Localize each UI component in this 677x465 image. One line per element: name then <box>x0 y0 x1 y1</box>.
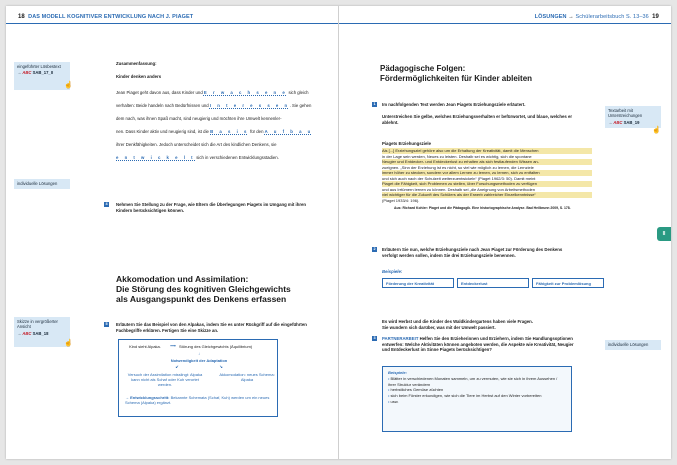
task-3-text: PARTNERARBEIT Helfen Sie den Erzieherinnen und Erziehern, indem Sie Handlungsoptionen entwerfen: Welche Aktivitäten können angeboten werden, die Aspekte wie Kreativität, Neugier und Entdeckerlust im Sinne Piagets berücksichtigen? <box>382 336 574 353</box>
page-heading: Pädagogische Folgen: Fördermöglichkeiten für Kinder ableiten <box>380 64 533 83</box>
task-2-text: Erläutern Sie nun, welche Erziehungsziele nach Jean Piaget zur Förderung des Denkens verfolgt werden sollen, indem Sie drei Erziehungsziele benennen. <box>382 247 563 258</box>
activity-examples-box <box>382 366 572 432</box>
page-number-left: 18 <box>18 14 25 20</box>
arrow-icon: → <box>17 330 22 336</box>
box-label: Beispiele: <box>388 370 407 375</box>
task-1-text: Im nachfolgenden Text werden Jean Piagets Erziehungsziele erläutert. <box>382 102 526 107</box>
cloze-line: nen. Dass Kinder aktiv und neugierig sind, ist die B a s i s für den A u f b a u <box>116 129 313 134</box>
cloze-answer: E r w a c h s e n e <box>203 90 288 95</box>
arrow-icon: ⟶ <box>170 343 176 348</box>
answer-chip: Fähigkeit zur Problemlösung <box>532 278 604 288</box>
diagram-assimilation: Versuch der Assimilation misslingt: Alpaka kann nicht als Schaf oder Kuh verortet werden. <box>127 372 203 387</box>
cloze-line: dem nach, was ihnen Spaß macht, sind neugierig und möchten ihre Umwelt kennenler- <box>116 116 282 121</box>
cloze-line: e n t w i c k e l t sich in verschiedenen Entwicklungsstadien. <box>116 155 279 160</box>
task-number-3: 3 <box>373 336 376 340</box>
task-number-1: 1 <box>373 102 376 106</box>
quote-source: Aus: Richard Kohler: Piaget und die Pädagogik. Eine historiographische Analyse. Bad Heilbrunn 2009, S. 178. <box>394 206 571 210</box>
task-number-5: 5 <box>105 322 108 326</box>
diagram-start: Kind sieht Alpaka. <box>129 344 161 349</box>
cloze-answer: A u f b a u <box>264 129 313 134</box>
task-number-4: 4 <box>105 202 108 206</box>
sidebar-note-right-1 <box>605 106 661 128</box>
diagram-result: → Entwicklungsschritt: Bekannte Schemata (Schaf, Kuh) werden um ein neues Schema (Alpaka) ergänzt. <box>125 395 270 405</box>
diagram-adaptation: Notwendigkeit der Adaptation <box>170 358 228 363</box>
running-head-left <box>18 14 193 20</box>
chapter-tab[interactable]: II <box>657 227 671 241</box>
sidebar-note-2 <box>14 179 70 189</box>
list-item: • usw. <box>388 399 566 405</box>
diagram-accommodation: Akkomodation: neues Schema: Alpaka <box>219 372 275 382</box>
sidebar-note-label: individuelle Lösungen <box>608 342 649 347</box>
abc-logo-icon: ABC <box>22 330 32 336</box>
task-number-2: 2 <box>373 247 376 251</box>
section-heading: Akkomodation und Assimilation: Die Störung des kognitiven Gleichgewichts als Ausgangspunkt des Denkens erfassen <box>116 274 291 304</box>
page-number-right: 19 <box>652 14 659 20</box>
book-spread <box>6 6 671 459</box>
example-label: Beispiele: <box>382 269 403 274</box>
sidebar-note-label: Textarbeit mit Unterstreichungen <box>608 108 643 119</box>
arrow-icon: → <box>608 119 613 125</box>
summary-subtitle: Kinder denken anders <box>116 74 162 79</box>
running-head-title: DAS MODELL KOGNITIVER ENTWICKLUNG NACH J. PIAGET <box>28 14 194 20</box>
cloze-line: ihrer Denkfähigkeiten. Jedoch unterscheidet sich die Art des kindlichen Denkens, sie <box>116 142 277 147</box>
running-head-right <box>535 14 659 20</box>
answer-chip: Entdeckerlust <box>457 278 529 288</box>
quote-text: Als [...] Erziehungsziel gehöre also um die Erhaltung der Kreativität, damit die Menschen in der Lage sein werden, Neues zu leisten. Deshalb sei es wichtig, sich die spontane Neugier und Entdecker- und Entdeckerlust zu erhalten als sich festlaufenden Wissen an- zueignen. „Sinn der Erziehung ist es nicht, so viel wie möglich zu lernen, die Lernziele immer höher zu stecken, sondern vor allem Lernen zu lernen, zu lernen, sich zu entfalten und sich auch nach der Schulzeit weiterzuentwickeln“ (Piaget 1962/3: 50). Damit meint Piaget die Fähigkeit, sich Problemen zu stellen, über Forschungsmethoden zu verfügen und aus Irrtümern lernen zu können. Deshalb sei „die Aneignung von Arbeitsmethoden viel wichtiger für die Zukunft des Schülers als der Erwerb zahlreicher Einzelkenntnisse“ (Piaget 1933/4: 196). <box>382 148 592 203</box>
cloze-answer: I n t e r e s s e n <box>209 103 290 108</box>
summary-title: Zusammenfassung: <box>116 61 157 66</box>
answer-chips <box>382 278 604 288</box>
sidebar-note-ref[interactable]: → ABC SAB_19 <box>608 119 640 125</box>
sidebar-note-ref[interactable]: → ABC SAB_18 <box>17 330 49 336</box>
partner-work-label: PARTNERARBEIT <box>382 336 419 341</box>
diagram-disturbance: Störung des Gleichgewichts (Äquilibrium) <box>179 344 253 349</box>
quote-title: Piagets Erziehungsziele <box>382 141 431 146</box>
task-4-text: Nehmen Sie Stellung zu der Frage, wie Eltern die Überlegungen Piagets im Umgang mit ihren Kindern berücksichtigen können. <box>116 202 307 213</box>
sidebar-note-label: Skizze in vergrößerter Ansicht <box>17 319 58 330</box>
cloze-answer: e n t w i c k e l t <box>116 155 196 160</box>
sidebar-note-label: eingeführter Lösbestext <box>17 64 61 69</box>
scenario-text: Es wird Herbst und die Kinder des Waldkindergartens haben viele Fragen. Sie wundern sich darüber, was mit der Umwelt passiert. <box>382 319 533 330</box>
sidebar-note-ref[interactable]: → ABC SAB_17_II <box>17 70 54 76</box>
arrow-icon: → <box>17 70 22 76</box>
pointer-hand-icon: ☝ <box>64 82 73 89</box>
pointer-hand-icon: ☝ <box>64 340 73 347</box>
summary-cloze-text <box>116 90 326 168</box>
sidebar-note-right-2 <box>605 340 661 350</box>
cloze-line: verhalten: Beide handeln nach Bedürfnissen und I n t e r e s s e n. Sie gehen <box>116 103 312 108</box>
header-rule-right <box>339 23 671 24</box>
alpaca-diagram <box>118 339 278 417</box>
cloze-line: Jean Piaget geht davon aus, dass Kinder und E r w a c h s e n e sich gleich <box>116 90 309 95</box>
activity-list <box>388 376 566 405</box>
arrow-down-icon: ↓ <box>198 351 200 356</box>
sidebar-note-1 <box>14 62 70 90</box>
page-gutter <box>338 6 339 459</box>
arrow-icon: → <box>125 395 129 400</box>
arrow-icon: → <box>568 14 574 20</box>
task-5-text: Erläutern Sie das Beispiel von den Alpakas, indem Sie es unter Rückgriff auf die eingeführten Fachbegriffe erklären. Fertigen Sie eine Skizze an. <box>116 322 307 333</box>
task-1-subtext: Unterstreichen Sie gelbe, welches Erziehungsverhalten er befürwortet, und blaue, welches er ablehnt. <box>382 114 573 125</box>
running-head-label: LÖSUNGEN <box>534 14 567 20</box>
header-rule-left <box>6 23 338 24</box>
pointer-hand-icon: ☝ <box>652 127 661 134</box>
running-head-ref: Schülerarbeitsbuch S. 13–36 <box>575 14 649 20</box>
list-item: • sich beim Förster erkundigen, wie sich die Tiere im Herbst auf den Winter vorbereiten <box>388 393 566 399</box>
answer-chip: Förderung der Kreativität <box>382 278 454 288</box>
sidebar-note-3 <box>14 317 70 347</box>
cloze-answer: B a s i s <box>210 129 249 134</box>
abc-logo-icon: ABC <box>613 119 623 125</box>
list-item: • Blätter in verschiedenen Monaten sammeln, um zu vermuten, wie sie sich in ihrem Aussehen / ihrer Struktur verändern <box>388 376 566 388</box>
sidebar-note-label: individuelle Lösungen <box>17 181 58 186</box>
arrow-down-left-icon: ↙ <box>175 364 179 369</box>
list-item: • herbstliches Gemüse züchten <box>388 387 566 393</box>
abc-logo-icon: ABC <box>22 70 32 76</box>
arrow-down-right-icon: ↘ <box>219 364 223 369</box>
